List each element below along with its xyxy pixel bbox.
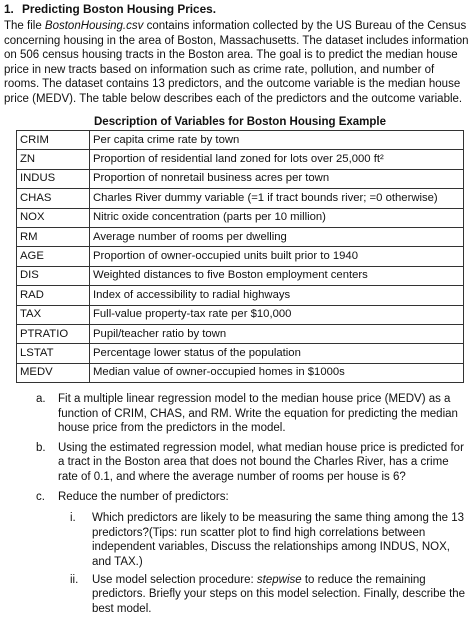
problem-heading bbox=[4, 2, 216, 16]
table-row bbox=[17, 150, 464, 169]
question-a bbox=[4, 392, 470, 436]
problem-title: Predicting Boston Housing Prices. bbox=[22, 2, 217, 16]
intro-filename: BostonHousing.csv bbox=[44, 20, 144, 32]
variable-desc: Pupil/teacher ratio by town bbox=[90, 324, 464, 343]
question-marker: c. bbox=[36, 490, 45, 503]
variables-table-section bbox=[16, 114, 464, 383]
variable-desc: Full-value property-tax rate per $10,000 bbox=[90, 305, 464, 324]
question-text: Fit a multiple linear regression model to the median house price (MEDV) as a function of CRIM, CHAS, and RM. Write the equation for predicting the median house price from the predictors in the model. bbox=[58, 393, 458, 435]
table-row bbox=[17, 227, 464, 246]
variable-desc: Proportion of residential land zoned for lots over 25,000 ft² bbox=[90, 150, 464, 169]
variable-abbr: RM bbox=[17, 227, 90, 246]
question-c bbox=[4, 490, 470, 505]
subquestion-text-pre: Use model selection procedure: bbox=[92, 573, 257, 586]
table-row bbox=[17, 305, 464, 324]
subquestion-marker: ii. bbox=[70, 573, 79, 586]
variable-desc: Average number of rooms per dwelling bbox=[90, 227, 464, 246]
variable-abbr: AGE bbox=[17, 247, 90, 266]
subquestion-text: Which predictors are likely to be measuring the same thing among the 13 predictors?(Tips: run scatter plot to find high correlations between independent variables, Discuss the relationships among INDUS, NOX, and TAX.) bbox=[92, 512, 465, 568]
table-row bbox=[17, 131, 464, 150]
variable-desc: Median value of owner-occupied homes in $1000s bbox=[90, 363, 464, 382]
variable-desc: Percentage lower status of the population bbox=[90, 344, 464, 363]
table-row bbox=[17, 286, 464, 305]
variables-table bbox=[16, 130, 464, 383]
variable-abbr: PTRATIO bbox=[17, 324, 90, 343]
variable-abbr: DIS bbox=[17, 266, 90, 285]
table-row bbox=[17, 363, 464, 382]
intro-paragraph bbox=[4, 19, 470, 107]
subquestion-i bbox=[4, 511, 470, 569]
table-row bbox=[17, 208, 464, 227]
variable-desc: Charles River dummy variable (=1 if tract bounds river; =0 otherwise) bbox=[90, 189, 464, 208]
variable-desc: Per capita crime rate by town bbox=[90, 131, 464, 150]
question-text: Reduce the number of predictors: bbox=[58, 490, 229, 503]
variable-abbr: MEDV bbox=[17, 363, 90, 382]
question-b bbox=[4, 441, 470, 485]
table-row bbox=[17, 169, 464, 188]
variable-abbr: ZN bbox=[17, 150, 90, 169]
variable-abbr: NOX bbox=[17, 208, 90, 227]
question-marker: b. bbox=[36, 441, 46, 454]
intro-rest: contains information collected by the US Bureau of the Census concerning housing in the area of Boston, Massachusetts. The dataset includes information on 506 census housing tracts in the Boston area. The goal is to predict the median house price in new tracts based on information such as crime rate, pollution, and number of rooms. The dataset contains 13 predictors, and the outcome variable is the median house price (MEDV). The table below describes each of the predictors and the outcome variable. bbox=[4, 20, 469, 105]
variable-desc: Index of accessibility to radial highways bbox=[90, 286, 464, 305]
table-row bbox=[17, 266, 464, 285]
subquestion-ii bbox=[4, 573, 470, 617]
table-row bbox=[17, 324, 464, 343]
variable-desc: Weighted distances to five Boston employment centers bbox=[90, 266, 464, 285]
question-list bbox=[4, 392, 470, 619]
variable-abbr: CRIM bbox=[17, 131, 90, 150]
variable-abbr: INDUS bbox=[17, 169, 90, 188]
table-row bbox=[17, 344, 464, 363]
intro-prefix: The file bbox=[4, 20, 45, 32]
variable-desc: Nitric oxide concentration (parts per 10 million) bbox=[90, 208, 464, 227]
problem-number: 1. bbox=[4, 2, 14, 16]
subquestion-marker: i. bbox=[70, 512, 76, 525]
question-text: Using the estimated regression model, what median house price is predicted for a tract in the Boston area that does not bound the Charles River, has a crime rate of 0.1, and where the average number of rooms per house is 6? bbox=[58, 441, 464, 483]
variable-abbr: CHAS bbox=[17, 189, 90, 208]
question-marker: a. bbox=[36, 393, 46, 405]
variable-desc: Proportion of nonretail business acres per town bbox=[90, 169, 464, 188]
table-row bbox=[17, 247, 464, 266]
variable-abbr: TAX bbox=[17, 305, 90, 324]
table-caption: Description of Variables for Boston Housing Example bbox=[94, 116, 387, 128]
variable-abbr: RAD bbox=[17, 286, 90, 305]
variable-abbr: LSTAT bbox=[17, 344, 90, 363]
subquestion-text-post: to reduce the remaining predictors. Briefly your steps on this model selection. Finally, describe the best model. bbox=[92, 573, 466, 615]
variable-desc: Proportion of owner-occupied units built prior to 1940 bbox=[90, 247, 464, 266]
table-row bbox=[17, 189, 464, 208]
subquestion-emphasis: stepwise bbox=[256, 573, 302, 586]
